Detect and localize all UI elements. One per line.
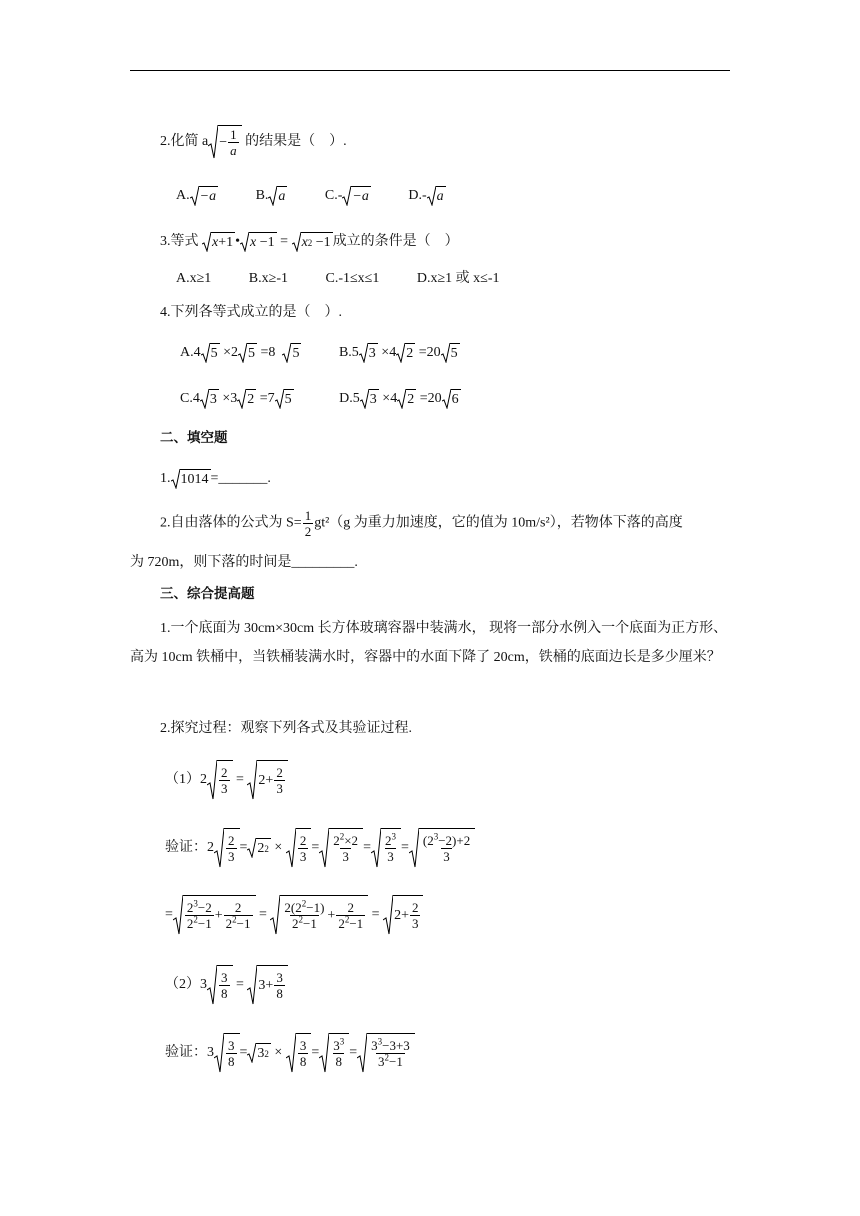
q3-option-c: C.-1≤x≤1 [325, 271, 380, 286]
comprehensive-question-1: 1.一个底面为 30cm×30cm 长方体玻璃容器中装满水， 现将一部分水例入一个底面为正方形、高为 10cm 铁桶中，当铁桶装满水时，容器中的水面下降了 20cm，铁桶的底面边长是多少厘米？ [130, 621, 728, 665]
q2-option-b: B. a [256, 188, 288, 203]
q4-option-d: D.5 3 ×4 2 =20 6 [339, 391, 460, 406]
comprehensive-question-2: 2.探究过程：观察下列各式及其验证过程. [160, 721, 412, 736]
q3-option-d: D.x≥1 或 x≤-1 [416, 271, 500, 286]
q2-tail: 的结果是（ ）. [241, 134, 347, 150]
q2-option-c: C.- −a [325, 188, 371, 203]
q2-text: 化简 a [170, 134, 209, 150]
q4-option-c: C.4 3 ×3 2 =7 5 [180, 391, 294, 406]
q2-number: 2. [160, 134, 171, 150]
q3-options [176, 270, 500, 288]
section-comprehensive: 三、综合提高题 [160, 586, 255, 602]
q2-radical: − $\frac{1}{a}$ [208, 125, 241, 159]
q2-option-d: D.- a [408, 188, 445, 203]
q3-option-b: B.x≥-1 [248, 271, 288, 286]
verification-2: 验证： 3 $\frac{3}{8}$ = 3 2 × $\frac{3}{8}$ = $\frac{3^3}{8}$ = $\frac{3^3-3+3}{3^2-1}$ [165, 1030, 415, 1076]
question-3: 3.等式 x +1 • x −1 = x 2 −1 成立的条件是（ ） [160, 232, 459, 252]
question-4: 4.下列各等式成立的是（ ）. [160, 305, 342, 320]
header-rule [130, 70, 730, 71]
fill-question-1: 1. 1014 =_______. [160, 469, 271, 489]
q4-option-b: B.5 3 ×4 2 =20 5 [339, 345, 460, 360]
section-fill-in: 二、填空题 [160, 430, 228, 446]
q4-options-row1 [180, 343, 460, 363]
q3-option-a: A.x≥1 [176, 271, 212, 286]
q4-option-a: A.4 5 ×2 5 =8 5 [180, 345, 301, 360]
fill-question-2: 2.自由落体的公式为 S= $\frac{1}{2}$ gt²（g 为重力加速度，它的值为 10m/s²），若物体下落的高度 [160, 508, 683, 539]
example-2: （2）3 $\frac{3}{8}$ = 3+ $\frac{3}{8}$ [165, 962, 288, 1008]
q2-options [176, 186, 446, 206]
fill-question-2-line2: 为 720m，则下落的时间是_________. [130, 555, 358, 570]
question-2 [160, 125, 347, 159]
verification-1-line-2: = $\frac{2^3-2}{2^2-1}$ + $\frac{2}{2^2-1}$ = $\frac{2(2^2-1)}{2^2-1}$ + $\frac{2}{2^2-1}$ = 2+ $\frac{2}{3}$ [165, 892, 423, 938]
q2-option-a: A. −a [176, 188, 218, 203]
q4-options-row2 [180, 389, 461, 409]
q2-frac-den: a [230, 143, 237, 158]
q2-frac-num: 1 [230, 127, 237, 142]
example-1: （1）2 $\frac{2}{3}$ = 2+ $\frac{2}{3}$ [165, 757, 288, 803]
verification-1-line-1: 验证： 2 $\frac{2}{3}$ = 2 2 × $\frac{2}{3}$ = $\frac{2^2\times 2}{3}$ = $\frac{2^3}{3}$ = $\frac{(2^3-2)+2}{3}$ [165, 825, 475, 871]
